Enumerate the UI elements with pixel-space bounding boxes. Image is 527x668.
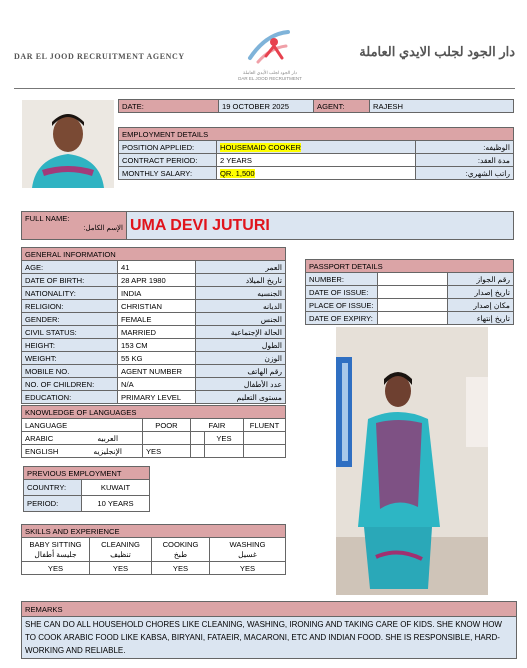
prev-period-label: PERIOD: [24,496,82,512]
position-value: HOUSEMAID COOKER [220,142,302,152]
religion-label-ar: الديانه [196,300,286,313]
date-label: DATE: [119,100,219,113]
languages-table [21,405,286,458]
lang-english-fair [204,445,243,458]
prev-period-value: 10 YEARS [82,496,150,512]
civil-status-label: CIVIL STATUS: [22,326,118,339]
education-label: EDUCATION: [22,391,118,404]
passport-number-label: NUMBER: [306,273,378,286]
passport-table [305,259,514,325]
children-label: NO. OF CHILDREN: [22,378,118,391]
skill-cleaning-ar: تنظيف [110,549,131,559]
education-value: PRIMARY LEVEL [118,391,196,404]
passport-title: PASSPORT DETAILS [306,260,514,273]
skill-cleaning: CLEANING [101,539,140,549]
skill-cooking-ar: طبخ [173,549,188,559]
age-label: AGE: [22,261,118,274]
agent-label: AGENT: [314,100,370,113]
lang-english-fluent [244,445,286,458]
lang-header-language: LANGUAGE [22,419,143,432]
lang-english: ENGLISH [22,445,74,458]
weight-value: 55 KG [118,352,196,365]
passport-number-label-ar: رقم الجواز [447,273,513,286]
mobile-label: MOBILE NO. [22,365,118,378]
top-details-table [118,99,514,113]
agency-name-en: DAR EL JOOD RECRUITMENT AGENCY [14,52,185,61]
full-name-value: UMA DEVI JUTURI [127,212,514,240]
full-name-label-ar: الإسم الكامل: [83,225,123,232]
full-body-photo [336,327,488,595]
logo-caption-en: DAR EL JOOD RECRUITMENT [238,76,302,81]
lang-arabic-poor [142,432,190,445]
expiry-label-ar: تاريخ إنتهاء [447,312,513,325]
age-label-ar: العمر [196,261,286,274]
gender-value: FEMALE [118,313,196,326]
position-label-ar: الوظيفه: [416,141,514,154]
religion-label: RELIGION: [22,300,118,313]
children-label-ar: عدد الأطفال [196,378,286,391]
salary-value: QR. 1,500 [220,168,255,178]
gender-label-ar: الجنس [196,313,286,326]
mobile-label-ar: رقم الهاتف [196,365,286,378]
full-name-table [21,211,514,240]
logo-caption [230,70,310,82]
children-value: N/A [118,378,196,391]
mobile-value: AGENT NUMBER [118,365,196,378]
lang-header-poor: POOR [142,419,190,432]
previous-employment-table [23,466,150,512]
height-label: HEIGHT: [22,339,118,352]
remarks-text: SHE CAN DO ALL HOUSEHOLD CHORES LIKE CLEANING, WASHING, IRONING AND TAKING CARE OF KIDS. SHE KNOW HOW TO COOK ARABIC FOOD LIKE KABSA, BIRYANI, FATAEIR, MACARONI, ETC AND INDIAN FOOD. SHE IS RESPONSIBLE, HARD-WORKING AND RELIABLE. [22,617,517,659]
religion-value: CHRISTIAN [118,300,196,313]
expiry-label: DATE OF EXPIRY: [306,312,378,325]
civil-status-value: MARRIED [118,326,196,339]
languages-title: KNOWLEDGE OF LANGUAGES [22,406,286,419]
remarks-title: REMARKS [22,602,517,617]
height-label-ar: الطول [196,339,286,352]
prev-country-value: KUWAIT [82,480,150,496]
issue-date-label: DATE OF ISSUE: [306,286,378,299]
agent-value: RAJESH [370,100,514,113]
civil-status-label-ar: الحالة الإجتماعية [196,326,286,339]
date-value: 19 OCTOBER 2025 [219,100,314,113]
general-info-table [21,247,286,404]
contract-label-ar: مدة العقد: [416,154,514,167]
issue-place-label-ar: مكان إصدار [447,299,513,312]
lang-header-fair: FAIR [190,419,243,432]
general-info-title: GENERAL INFORMATION [22,248,286,261]
gender-label: GENDER: [22,313,118,326]
lang-arabic-ar: العربيه [74,432,143,445]
skills-title: SKILLS AND EXPERIENCE [22,525,286,538]
header-divider [14,88,515,89]
lang-arabic: ARABIC [22,432,74,445]
dob-label: DATE OF BIRTH: [22,274,118,287]
issue-place-value [377,299,447,312]
passport-number-value [377,273,447,286]
full-name-label: FULL NAME: [25,214,70,223]
dob-label-ar: تاريخ الميلاد [196,274,286,287]
issue-date-label-ar: تاريخ إصدار [447,286,513,299]
head-photo [22,100,114,188]
employment-details-table [118,127,514,180]
lang-english-ar: الإنجليزيه [74,445,143,458]
issue-date-value [377,286,447,299]
education-label-ar: مستوى التعليم [196,391,286,404]
skills-table [21,524,286,575]
agency-name-ar: دار الجود لجلب الايدي العاملة [359,44,515,59]
nationality-value: INDIA [118,287,196,300]
logo-caption-ar: دار الجود لجلب الأيدي العاملة [243,70,297,75]
prev-country-label: COUNTRY: [24,480,82,496]
skill-cleaning-value: YES [90,562,152,575]
skill-washing-ar: غسيل [238,549,257,559]
skill-washing: WASHING [229,539,266,549]
height-value: 153 CM [118,339,196,352]
issue-place-label: PLACE OF ISSUE: [306,299,378,312]
lang-arabic-fair: YES [204,432,243,445]
contract-label: CONTRACT PERIOD: [119,154,217,167]
position-label: POSITION APPLIED: [119,141,217,154]
skill-cooking: COOKING [162,539,199,549]
remarks-table [21,601,517,659]
salary-label-ar: راتب الشهري: [416,167,514,180]
age-value: 41 [118,261,196,274]
lang-arabic-fluent [244,432,286,445]
skill-washing-value: YES [210,562,286,575]
skill-babysitting: BABY SITTING [29,539,82,549]
lang-english-poor: YES [142,445,190,458]
previous-employment-title: PREVIOUS EMPLOYMENT [24,467,150,480]
nationality-label-ar: الجنسيه [196,287,286,300]
skill-babysitting-ar: جليسة أطفال [34,549,77,559]
contract-value: 2 YEARS [217,154,416,167]
skill-babysitting-value: YES [22,562,90,575]
skill-cooking-value: YES [152,562,210,575]
weight-label-ar: الوزن [196,352,286,365]
expiry-value [377,312,447,325]
weight-label: WEIGHT: [22,352,118,365]
nationality-label: NATIONALITY: [22,287,118,300]
salary-label: MONTHLY SALARY: [119,167,217,180]
dob-value: 28 APR 1980 [118,274,196,287]
lang-header-fluent: FLUENT [244,419,286,432]
employment-title: EMPLOYMENT DETAILS [119,128,514,141]
